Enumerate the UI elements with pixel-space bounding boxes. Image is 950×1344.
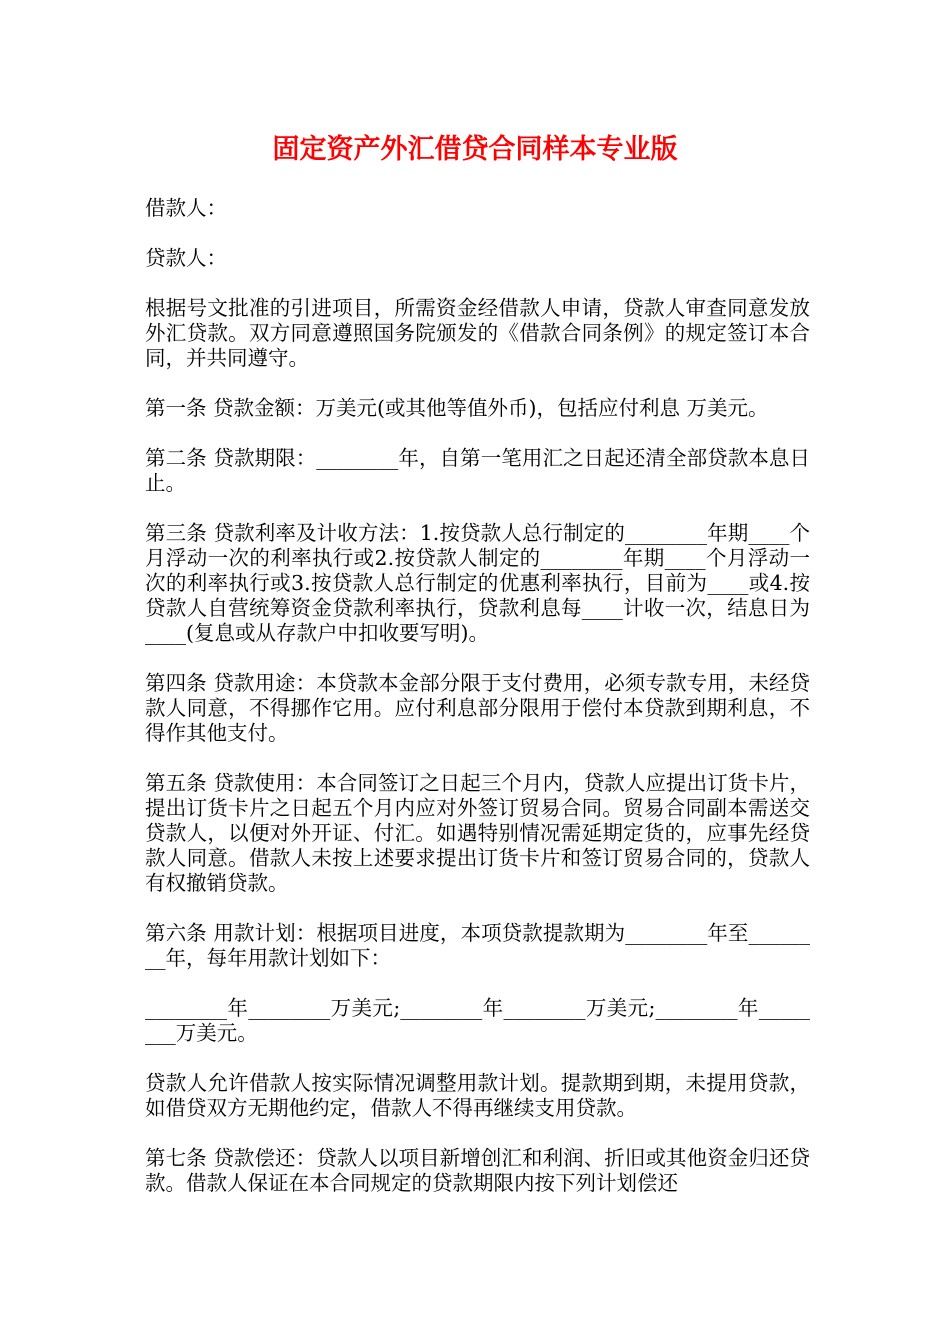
article-1-amount: 第一条 贷款金额：万美元(或其他等值外币)，包括应付利息 万美元。 xyxy=(145,396,769,420)
document-title: 固定资产外汇借贷合同样本专业版 xyxy=(272,134,678,165)
article-4-purpose: 第四条 贷款用途：本贷款本金部分限于支付费用，必须专款专用，未经贷款人同意，不得挪作它用。应付利息部分限用于偿付本贷款到期利息，不得作其他支付。 xyxy=(145,671,810,745)
plan-adjustment-paragraph: 贷款人允许借款人按实际情况调整用款计划。提款期到期，未提用贷款，如借贷双方无期他约定，借款人不得再继续支用贷款。 xyxy=(145,1071,810,1120)
article-6-plan: 第六条 用款计划：根据项目进度，本项贷款提款期为________年至________年，每年用款计划如下： xyxy=(145,921,810,970)
article-5-usage: 第五条 贷款使用：本合同签订之日起三个月内，贷款人应提出订货卡片，提出订货卡片之日起五个月内应对外签订贸易合同。贸易合同副本需送交贷款人，以便对外开证、付汇。如遇特别情况需延期定货的，应事先经贷款人同意。借款人未按上述要求提出订货卡片和签订贸易合同的，贷款人有权撤销贷款。 xyxy=(145,771,810,895)
document-body xyxy=(145,196,810,1221)
usage-plan-schedule: ________年________万美元;________年________万美元;________年________万美元。 xyxy=(145,996,810,1045)
preamble-paragraph: 根据号文批准的引进项目，所需资金经借款人申请，贷款人审查同意发放外汇贷款。双方同意遵照国务院颁发的《借款合同条例》的规定签订本合同，并共同遵守。 xyxy=(145,296,810,370)
article-3-interest: 第三条 贷款利率及计收方法：1.按贷款人总行制定的________年期____个月浮动一次的利率执行或2.按贷款人制定的________年期____个月浮动一次的利率执行或3.按贷款人总行制定的优惠利率执行，目前为____或4.按贷款人自营统筹资金贷款利率执行，贷款利息每____计收一次，结息日为____(复息或从存款户中扣收要写明)。 xyxy=(145,521,810,645)
article-7-repayment: 第七条 贷款偿还：贷款人以项目新增创汇和利润、折旧或其他资金归还贷款。借款人保证在本合同规定的贷款期限内按下列计划偿还 xyxy=(145,1146,810,1195)
borrower-line: 借款人： xyxy=(145,196,227,220)
lender-line: 贷款人： xyxy=(145,246,227,270)
article-2-term: 第二条 贷款期限：________年，自第一笔用汇之日起还清全部贷款本息日止。 xyxy=(145,446,810,495)
